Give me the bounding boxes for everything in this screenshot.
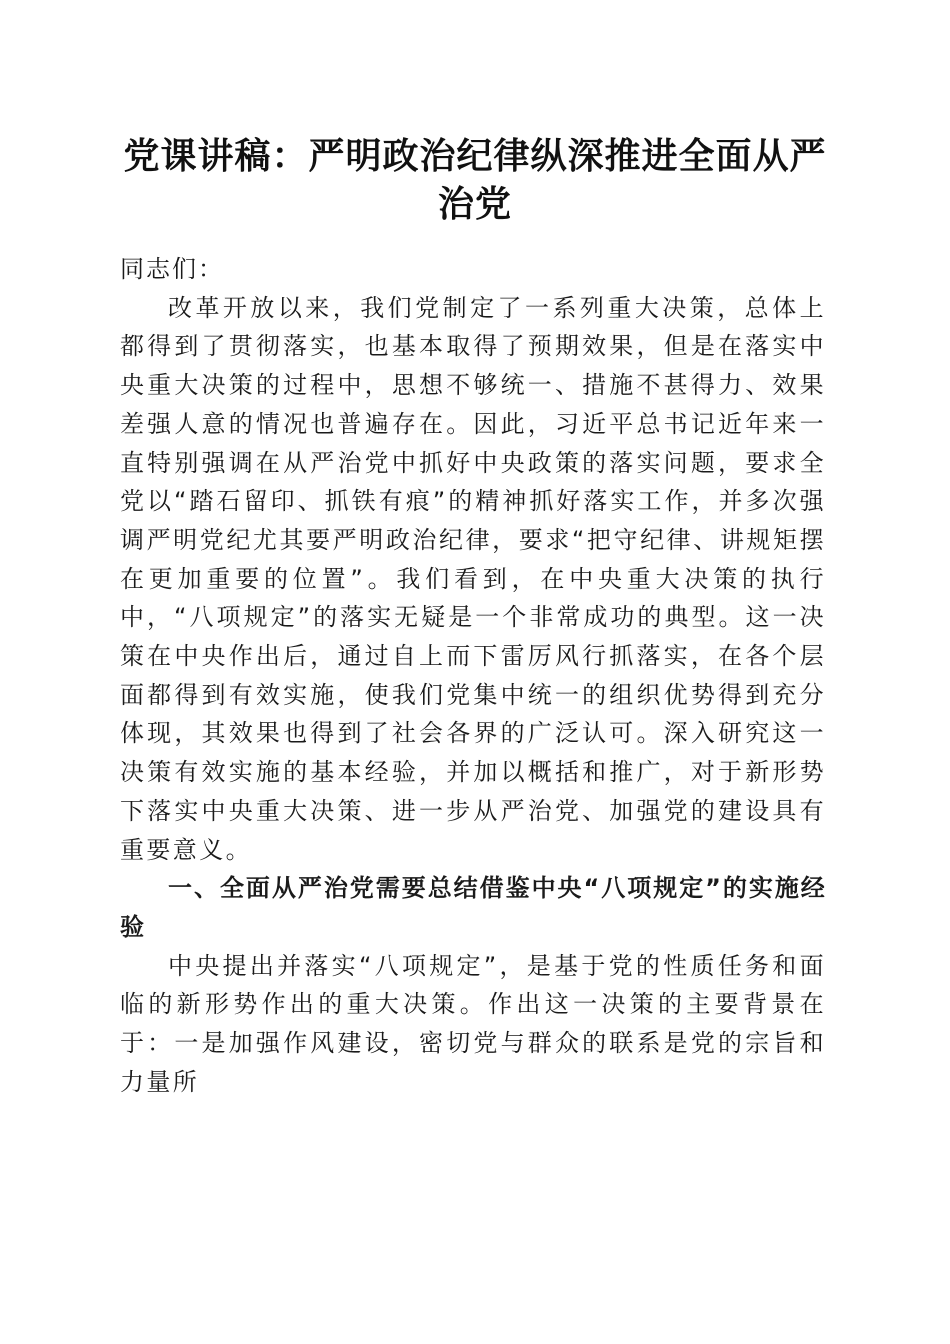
paragraph-intro: 改革开放以来，我们党制定了一系列重大决策，总体上都得到了贯彻落实，也基本取得了预期效果，但是在落实中央重大决策的过程中，思想不够统一、措施不甚得力、效果差强人意的情况也普遍存在。因此，习近平总书记近年来一直特别强调在从严治党中抓好中央政策的落实问题，要求全党以“踏石留印、抓铁有痕”的精神抓好落实工作，并多次强调严明党纪尤其要严明政治纪律，要求“把守纪律、讲规矩摆在更加重要的位置”。我们看到，在中央重大决策的执行中，“八项规定”的落实无疑是一个非常成功的典型。这一决策在中央作出后，通过自上而下雷厉风行抓落实，在各个层面都得到有效实施，使我们党集中统一的组织优势得到充分体现，其效果也得到了社会各界的广泛认可。深入研究这一决策有效实施的基本经验，并加以概括和推广，对于新形势下落实中央重大决策、进一步从严治党、加强党的建设具有重要意义。 xyxy=(120,293,826,864)
document-title: 党课讲稿：严明政治纪律纵深推进全面从严治党 xyxy=(123,135,827,225)
salutation: 同志们： xyxy=(120,255,224,283)
section-heading-1: 一、全面从严治党需要总结借鉴中央“八项规定”的实施经验 xyxy=(120,874,826,941)
document-body xyxy=(120,250,826,1101)
paragraph-section-1: 中央提出并落实“八项规定”，是基于党的性质任务和面临的新形势作出的重大决策。作出这一决策的主要背景在于：一是加强作风建设，密切党与群众的联系是党的宗旨和力量所 xyxy=(120,951,826,1096)
